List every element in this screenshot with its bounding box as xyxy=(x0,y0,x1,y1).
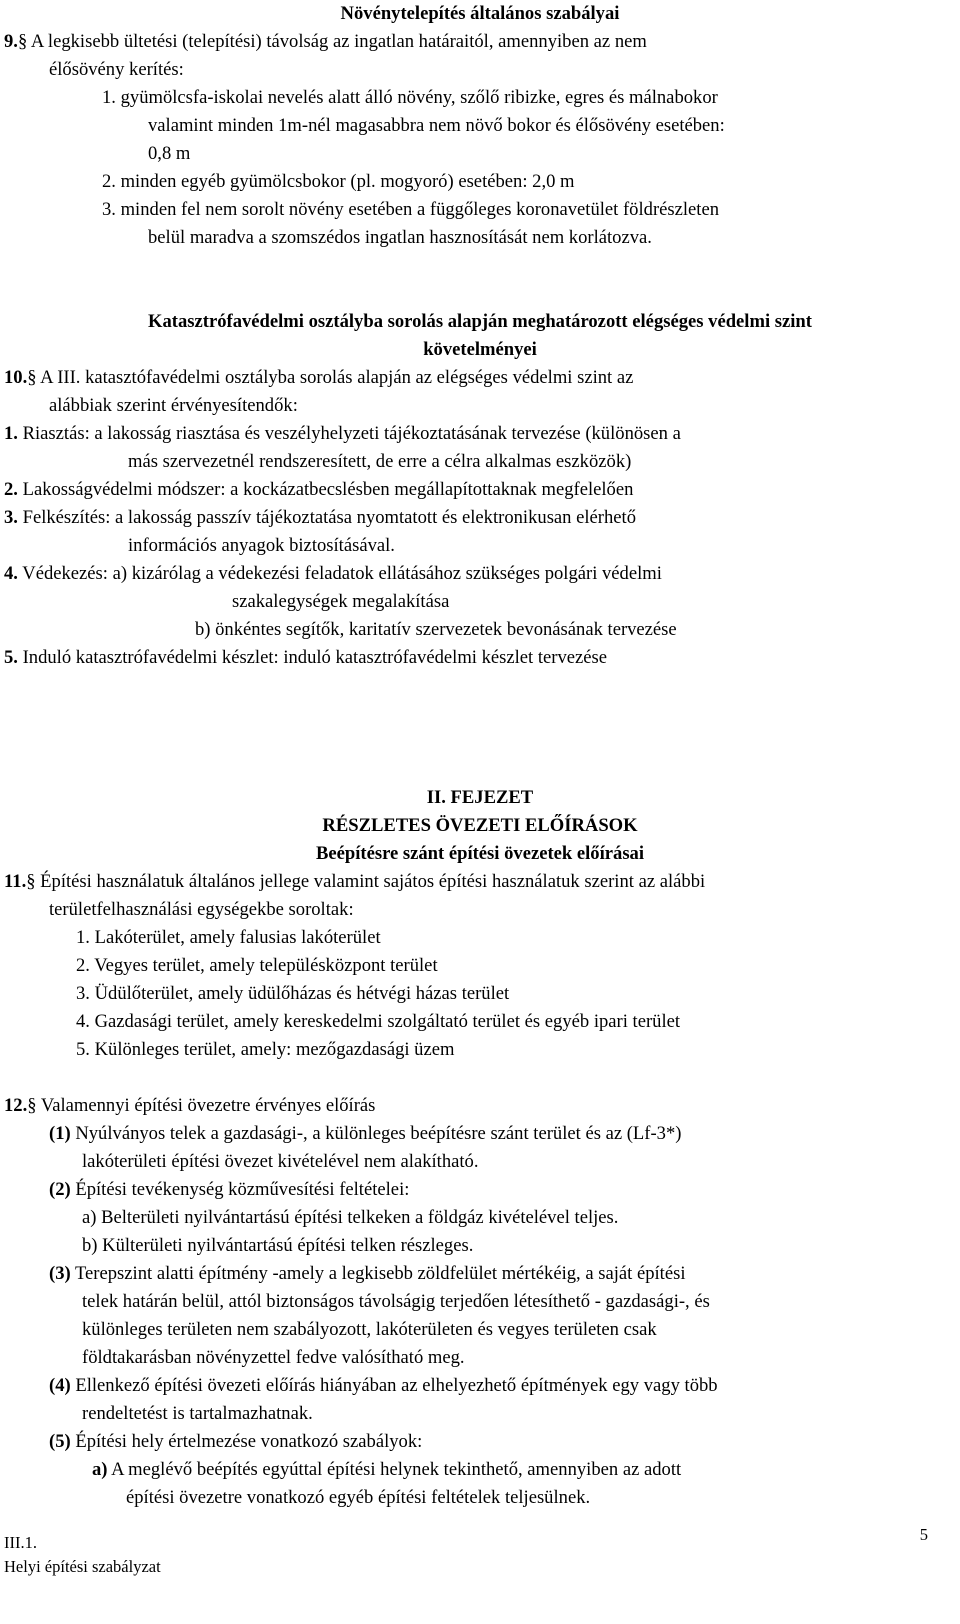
text-line: 0,8 m xyxy=(148,143,191,164)
subsection: (5) Építési hely értelmezése vonatkozó szabályok: xyxy=(49,1431,423,1452)
text-line: építési övezetre vonatkozó egyéb építési feltételek teljesülnek. xyxy=(126,1487,591,1508)
heading-planting-rules: Növénytelepítés általános szabályai xyxy=(340,3,620,24)
text-line: alábbiak szerint érvényesítendők: xyxy=(49,395,298,416)
list-item: 4. Gazdasági terület, amely kereskedelmi szolgáltató terület és egyéb ipari terület xyxy=(76,1011,681,1032)
text-line: lakóterületi építési övezet kivételével nem alakítható. xyxy=(82,1151,479,1172)
text-line: szakalegységek megalakítása xyxy=(232,591,450,612)
list-item: 1. Lakóterület, amely falusias lakóterület xyxy=(76,927,381,948)
list-item: 5. Különleges terület, amely: mezőgazdasági üzem xyxy=(76,1039,455,1060)
text-line: más szervezetnél rendszeresített, de erre a célra alkalmas eszközök) xyxy=(128,451,632,472)
heading-disaster-protection-cont: követelményei xyxy=(423,339,537,360)
text-line: rendeltetést is tartalmazhatnak. xyxy=(82,1403,313,1424)
text-line: információs anyagok biztosításával. xyxy=(128,535,395,556)
subsection: (3) Terepszint alatti építmény -amely a legkisebb zöldfelület mértékéig, a saját építési xyxy=(49,1263,686,1284)
list-item: 2. Lakosságvédelmi módszer: a kockázatbecslésben megállapítottaknak megfelelően xyxy=(4,479,634,500)
list-item: 5. Induló katasztrófavédelmi készlet: induló katasztrófavédelmi készlet tervezése xyxy=(4,647,608,668)
list-item: 3. Felkészítés: a lakosság passzív tájékoztatása nyomtatott és elektronikusan elérhető xyxy=(4,507,637,528)
footer-section: III.1. xyxy=(4,1533,37,1552)
list-item: b) Külterületi nyilvántartású építési telken részleges. xyxy=(82,1235,474,1256)
section-sign-icon: § xyxy=(27,367,37,388)
paragraph-number: 12. xyxy=(4,1095,28,1116)
page-number: 5 xyxy=(919,1525,928,1544)
text-line: belül maradva a szomszédos ingatlan hasznosítását nem korlátozva. xyxy=(148,227,652,248)
section-sign-icon: § xyxy=(26,871,36,892)
list-item: a) A meglévő beépítés egyúttal építési helynek tekinthető, amennyiben az adott xyxy=(92,1459,682,1480)
section-heading: Beépítésre szánt építési övezetek előírásai xyxy=(315,843,645,864)
paragraph-10: 10.§ A III. katasztófavédelmi osztályba sorolás alapján az elégséges védelmi szint az xyxy=(4,367,634,388)
subsection: (1) Nyúlványos telek a gazdasági-, a különleges beépítésre szánt terület és az (Lf-3*) xyxy=(49,1123,682,1144)
list-item: 4. Védekezés: a) kizárólag a védekezési feladatok ellátásához szükséges polgári védelmi xyxy=(4,563,662,584)
list-item: 3. Üdülőterület, amely üdülőházas és hétvégi házas terület xyxy=(76,983,510,1004)
paragraph-number: 11. xyxy=(4,871,27,892)
heading-disaster-protection: Katasztrófavédelmi osztályba sorolás alapján meghatározott elégséges védelmi szint xyxy=(148,311,812,332)
section-sign-icon: § xyxy=(27,1095,37,1116)
paragraph-11: 11.§ Építési használatuk általános jellege valamint sajátos építési használatuk szerint az alábbi xyxy=(4,871,706,892)
list-item: a) Belterületi nyilvántartású építési telkeken a földgáz kivételével teljes. xyxy=(82,1207,619,1228)
list-item: 2. minden egyéb gyümölcsbokor (pl. mogyoró) esetében: 2,0 m xyxy=(102,171,575,192)
paragraph-12: 12.§ Valamennyi építési övezetre érvényes előírás xyxy=(4,1095,376,1116)
subsection: (2) Építési tevékenység közművesítési feltételei: xyxy=(49,1179,410,1200)
list-item: 1. Riasztás: a lakosság riasztása és veszélyhelyzeti tájékoztatásának tervezése (különösen a xyxy=(4,423,681,444)
list-item: 2. Vegyes terület, amely településközpont terület xyxy=(76,955,438,976)
text-line: telek határán belül, attól biztonságos távolságig terjedően létesíthető - gazdasági-, és xyxy=(82,1291,710,1312)
section-sign-icon: § xyxy=(17,31,28,52)
text-line: területfelhasználási egységekbe soroltak: xyxy=(49,899,354,920)
chapter-subtitle: RÉSZLETES ÖVEZETI ELŐÍRÁSOK xyxy=(322,815,638,836)
paragraph-9: 9.§ A legkisebb ültetési (telepítési) távolság az ingatlan határaitól, amennyiben az nem xyxy=(4,31,647,52)
list-item: 3. minden fel nem sorolt növény esetében a függőleges koronavetület földrészleten xyxy=(102,199,720,220)
text-line: különleges területen nem szabályozott, lakóterületen és vegyes területen csak xyxy=(82,1319,657,1340)
text-line: élősövény kerítés: xyxy=(49,59,184,80)
footer-title: Helyi építési szabályzat xyxy=(4,1557,161,1576)
subsection: (4) Ellenkező építési övezeti előírás hiányában az elhelyezhető építmények egy vagy több xyxy=(49,1375,718,1396)
chapter-title: II. FEJEZET xyxy=(426,787,534,808)
text-line: b) önkéntes segítők, karitatív szervezetek bevonásának tervezése xyxy=(195,619,677,640)
paragraph-number: 9. xyxy=(4,31,18,52)
text-line: valamint minden 1m-nél magasabbra nem növő bokor és élősövény esetében: xyxy=(148,115,725,136)
paragraph-number: 10. xyxy=(4,367,28,388)
text-line: földtakarásban növényzettel fedve valósítható meg. xyxy=(82,1347,465,1368)
list-item: 1. gyümölcsfa-iskolai nevelés alatt álló növény, szőlő ribizke, egres és málnabokor xyxy=(102,87,718,108)
